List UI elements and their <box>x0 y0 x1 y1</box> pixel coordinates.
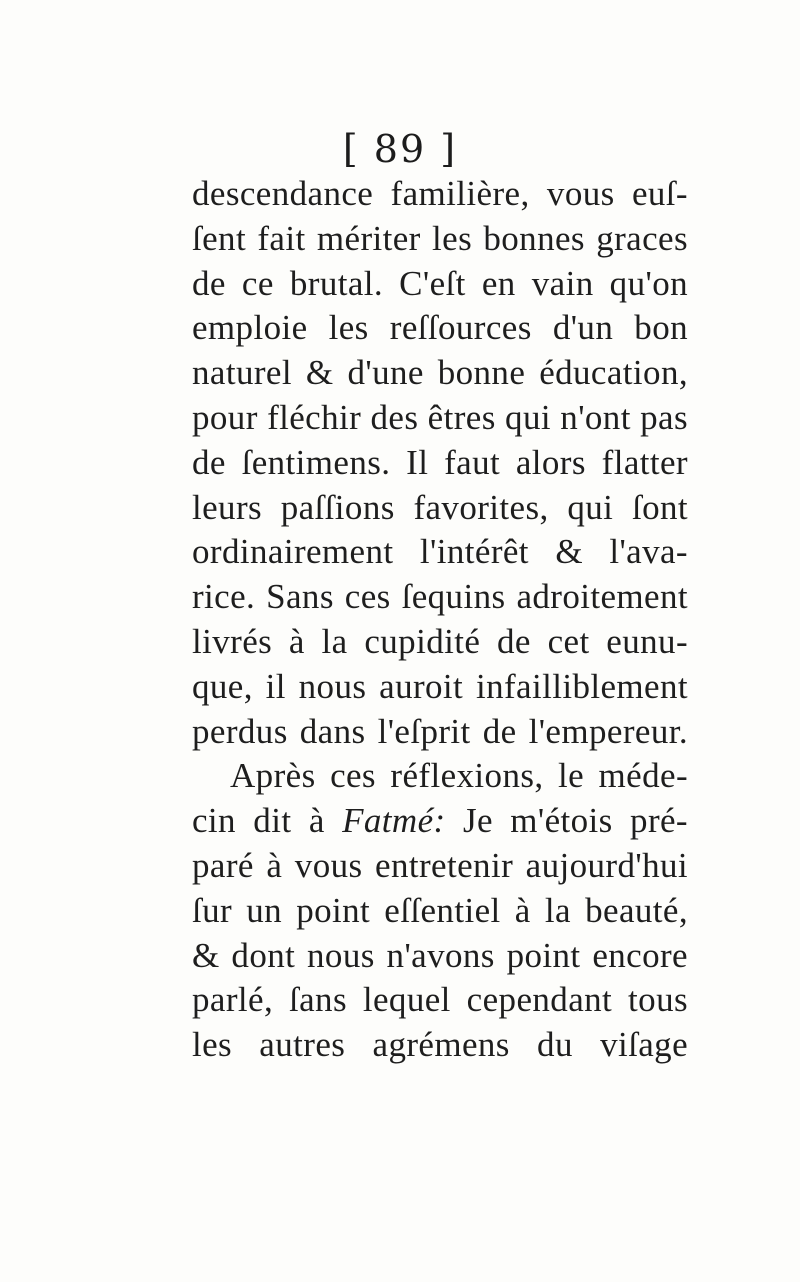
text-line: perdus dans l'eſprit de l'empereur. <box>192 711 688 751</box>
text-fragment: Je m'étois pré- <box>445 801 688 841</box>
paragraph-start-line: Après ces réflexions, le méde- <box>230 756 688 796</box>
text-line: rice. Sans ces ſequins adroitement <box>192 577 688 617</box>
text-line: de ſentimens. Il faut alors flatter <box>192 442 688 482</box>
text-line: leurs paſſions favorites, qui ſont <box>192 487 688 527</box>
body-text <box>192 172 688 1068</box>
text-fragment: cin dit à <box>192 801 343 841</box>
text-line: naturel & d'une bonne éducation, <box>192 353 688 393</box>
text-line: ordinairement l'intérêt & l'ava- <box>192 532 688 572</box>
text-line: les autres agrémens du viſage <box>192 1025 688 1065</box>
text-line: emploie les reſſources d'un bon <box>192 308 688 348</box>
text-line: paré à vous entretenir aujourd'hui <box>192 845 688 885</box>
page-number: [ 89 ] <box>342 127 458 171</box>
text-line: & dont nous n'avons point encore <box>192 935 688 975</box>
text-line-with-name <box>192 799 688 844</box>
character-name: Fatmé: <box>342 801 446 841</box>
text-line: pour fléchir des êtres qui n'ont pas <box>192 397 688 437</box>
text-line: que, il nous auroit infailliblement <box>192 666 688 706</box>
text-line: descendance familière, vous euſ- <box>192 174 688 213</box>
text-line: ſent fait mériter les bonnes graces <box>192 218 688 258</box>
text-line: parlé, ſans lequel cependant tous <box>192 980 688 1020</box>
text-line: ſur un point eſſentiel à la beauté, <box>192 890 688 930</box>
text-line: de ce brutal. C'eſt en vain qu'on <box>192 263 688 303</box>
text-line: livrés à la cupidité de cet eunu- <box>192 621 688 661</box>
